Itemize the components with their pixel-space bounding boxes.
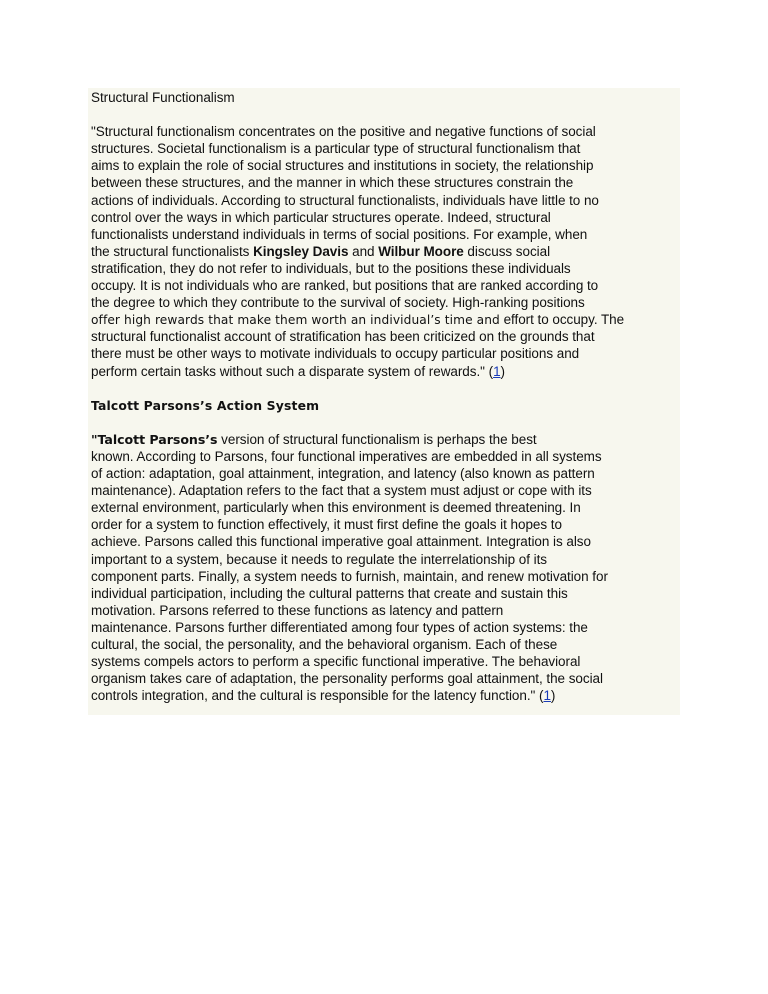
spacer xyxy=(91,106,681,123)
citation-link[interactable]: 1 xyxy=(493,363,501,379)
paragraph-line xyxy=(91,363,681,380)
document-body xyxy=(91,89,681,704)
text-run: ) xyxy=(500,363,505,379)
paragraph-line: systems compels actors to perform a specific functional imperative. The behavioral xyxy=(91,654,581,670)
paragraph-line: maintenance). Adaptation refers to the fact that a system must adjust or cope with its xyxy=(91,483,592,499)
paragraph-line xyxy=(91,243,681,260)
paragraph-line: structures. Societal functionalism is a particular type of structural functionalism that xyxy=(91,141,581,157)
paragraph-structural-functionalism xyxy=(91,123,681,379)
name-wilbur-moore: Wilbur Moore xyxy=(378,243,464,259)
paragraph-line: stratification, they do not refer to individuals, but to the positions these individuals xyxy=(91,260,571,276)
spacer xyxy=(91,414,681,431)
spacer xyxy=(91,380,681,397)
paragraph-line: order for a system to function effectively, it must first define the goals it hopes to xyxy=(91,517,562,533)
paragraph-line: external environment, particularly when this environment is deemed threatening. In xyxy=(91,500,581,516)
text-run: version of structural functionalism is perhaps the best xyxy=(217,431,537,447)
paragraph-line: motivation. Parsons referred to these functions as latency and pattern xyxy=(91,602,504,618)
paragraph-line: "Structural functionalism concentrates on the positive and negative functions of social xyxy=(91,124,596,140)
paragraph-line xyxy=(91,311,681,328)
citation-link[interactable]: 1 xyxy=(543,688,551,704)
text-run: perform certain tasks without such a disparate system of rewards." ( xyxy=(91,363,494,379)
paragraph-line: the degree to which they contribute to the survival of society. High-ranking positions xyxy=(91,295,585,311)
text-run: offer high rewards that make them worth an individual’s time and xyxy=(91,313,500,328)
paragraph-line: organism takes care of adaptation, the personality performs goal attainment, the social xyxy=(91,671,603,687)
paragraph-line: cultural, the social, the personality, and the behavioral organism. Each of these xyxy=(91,637,558,652)
paragraph-line: maintenance. Parsons further differentiated among four types of action systems: the xyxy=(91,619,588,635)
paragraph-line: control over the ways in which particular structures operate. Indeed, structural xyxy=(91,209,551,225)
name-kingsley-davis: Kingsley Davis xyxy=(253,243,349,259)
document-title: Structural Functionalism xyxy=(91,90,235,105)
paragraph-line: of action: adaptation, goal attainment, integration, and latency (also known as pattern xyxy=(91,466,595,482)
text-run: discuss social xyxy=(463,243,551,259)
paragraph-line: functionalists understand individuals in terms of social positions. For example, when xyxy=(91,226,588,242)
paragraph-line: individual participation, including the cultural patterns that create and sustain this xyxy=(91,585,568,601)
text-run: ) xyxy=(550,688,556,704)
paragraph-line: component parts. Finally, a system needs to furnish, maintain, and renew motivation for xyxy=(91,568,608,584)
paragraph-line: between these structures, and the manner in which these structures constrain the xyxy=(91,175,574,191)
text-run: effort to occupy. The xyxy=(499,312,625,328)
paragraph-line: actions of individuals. According to structural functionalists, individuals have little to no xyxy=(91,192,599,208)
paragraph-action-system xyxy=(91,431,681,705)
paragraph-line xyxy=(91,687,681,704)
lead-name-talcott-parsons: "Talcott Parsons’s xyxy=(91,431,218,447)
paragraph-line: achieve. Parsons called this functional imperative goal attainment. Integration is also xyxy=(91,534,591,550)
paragraph-line: there must be other ways to motivate individuals to occupy particular positions and xyxy=(91,346,580,362)
paragraph-line xyxy=(91,431,681,448)
text-run: the structural functionalists xyxy=(91,243,254,259)
paragraph-line: aims to explain the role of social structures and institutions in society, the relationship xyxy=(91,158,594,174)
paragraph-line: structural functionalist account of stratification has been criticized on the grounds that xyxy=(91,329,595,345)
text-run: controls integration, and the cultural is responsible for the latency function." ( xyxy=(91,688,544,704)
section-heading: Talcott Parsons’s Action System xyxy=(91,397,320,413)
paragraph-line: occupy. It is not individuals who are ranked, but positions that are ranked according to xyxy=(91,278,599,294)
paragraph-line: known. According to Parsons, four functional imperatives are embedded in all systems xyxy=(91,448,602,464)
paragraph-line: important to a system, because it needs to regulate the interrelationship of its xyxy=(91,551,548,567)
text-run: and xyxy=(348,243,379,259)
